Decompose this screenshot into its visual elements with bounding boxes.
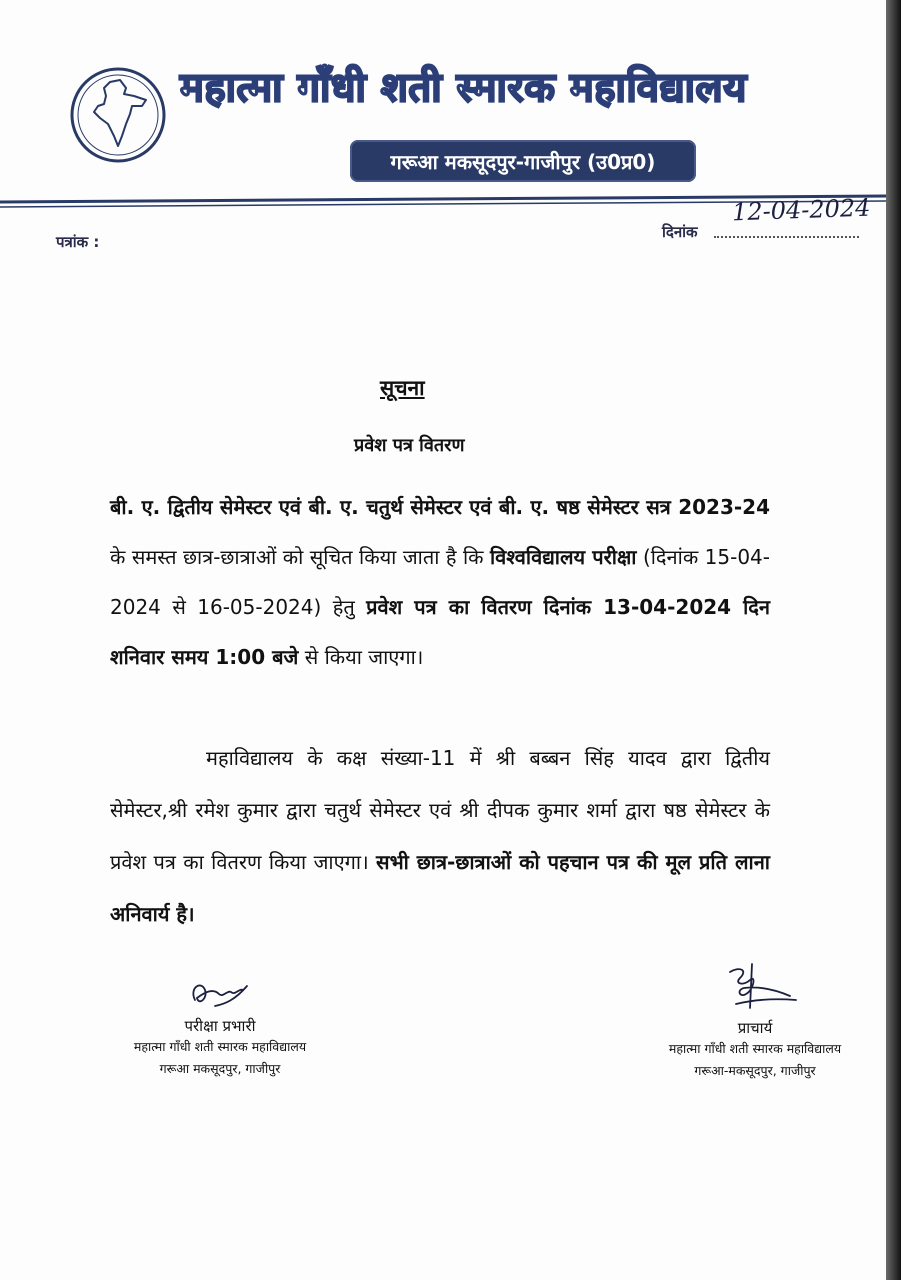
india-map-emblem-icon	[68, 60, 168, 170]
notice-subject: प्रवेश पत्र वितरण	[354, 435, 465, 456]
para1-segment: से किया जाएगा।	[298, 645, 424, 669]
notice-title: सूचना	[380, 376, 425, 400]
college-address: गरूआ मकसूदपुर-गाजीपुर (उ0प्र0)	[350, 140, 696, 182]
para2-segment: सभी छात्र-छात्राओं को पहचान पत्र की मूल प्रति लाना अनिवार्य है।	[110, 850, 770, 926]
exam-incharge-title: परीक्षा प्रभारी	[184, 1017, 256, 1035]
date-label: दिनांक	[662, 223, 698, 241]
principal-address: गरूआ-मकसूदपुर, गाजीपुर	[694, 1063, 816, 1078]
handwritten-signature-icon	[175, 970, 265, 1014]
principal-college: महात्मा गाँधी शती स्मारक महाविद्यालय	[668, 1041, 842, 1056]
college-name: महात्मा गाँधी शती स्मारक महाविद्यालय	[180, 65, 747, 111]
principal-title: प्राचार्य	[737, 1019, 773, 1037]
notice-paragraph-2	[110, 732, 770, 940]
para1-segment: विश्वविद्यालय परीक्षा	[489, 545, 637, 569]
exam-incharge-signature-block	[95, 970, 345, 1080]
para1-segment: बी. ए. द्वितीय सेमेस्टर एवं बी. ए. चतुर्थ सेमेस्टर एवं बी. ए. षष्ठ सेमेस्टर सत्र 2023-24	[110, 495, 770, 519]
para1-segment: (दिनांक 15-04-2024 से 16-05-2024) हेतु	[110, 545, 770, 619]
para1-segment: प्रवेश पत्र का वितरण दिनांक 13-04-2024 दिन शनिवार समय 1:00 बजे	[110, 595, 770, 669]
reference-number-label: पत्रांक :	[56, 233, 100, 251]
para1-segment: के समस्त छात्र-छात्राओं को सूचित किया जाता है कि	[110, 545, 490, 569]
date-dotted-line	[714, 236, 859, 238]
handwritten-signature-icon	[700, 960, 810, 1016]
exam-incharge-college: महात्मा गाँधी शती स्मारक महाविद्यालय	[133, 1039, 307, 1054]
para2-segment: महाविद्यालय के कक्ष संख्या-11 में श्री बब्बन सिंह यादव द्वारा द्वितीय सेमेस्टर,श्री रमेश कुमार द्वारा चतुर्थ सेमेस्टर एवं श्री दीपक कुमार शर्मा द्वारा षष्ठ सेमेस्टर के प्रवेश पत्र का वितरण किया जाएगा।	[110, 746, 770, 874]
notice-paragraph-1	[110, 482, 770, 682]
date-value: 12-04-2024	[731, 193, 871, 227]
exam-incharge-address: गरूआ मकसूदपुर, गाजीपुर	[159, 1061, 281, 1076]
page-edge-shadow	[886, 0, 901, 1280]
principal-signature-block	[640, 960, 870, 1082]
